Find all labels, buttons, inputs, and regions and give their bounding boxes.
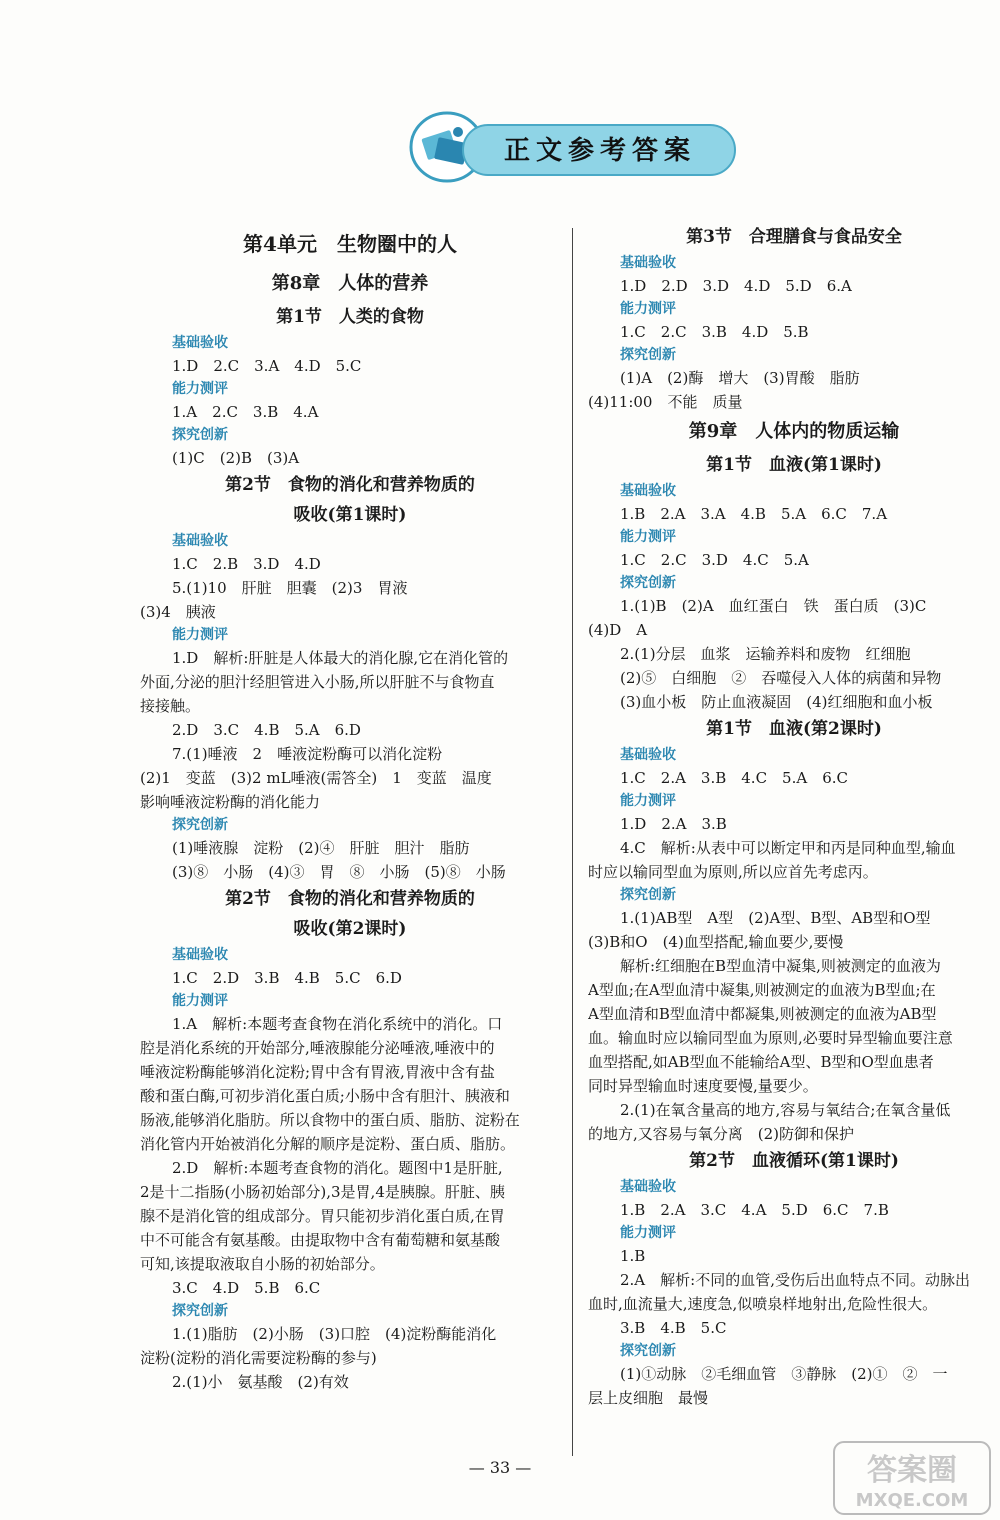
answer-line: (3)⑧ 小肠 (4)③ 胃 ⑧ 小肠 (5)⑧ 小肠 xyxy=(172,863,506,881)
answer-line: 血。输血时应以输同型血为原则,必要时异型输血要注意 xyxy=(588,1029,953,1047)
section-heading: 第1节 血液(第2课时) xyxy=(706,719,882,739)
answer-line: (3)4 胰液 xyxy=(140,603,216,621)
subsection-label: 能力测评 xyxy=(620,793,676,809)
answer-line: 2.D 3.C 4.B 5.A 6.D xyxy=(172,721,361,739)
subsection-label: 能力测评 xyxy=(172,381,228,397)
right-column xyxy=(588,222,1000,1410)
answer-line: (1)①动脉 ②毛细血管 ③静脉 (2)① ② 一 xyxy=(620,1365,948,1383)
answer-line: 1.A 2.C 3.B 4.A xyxy=(172,403,319,421)
answer-line: 2.A 解析:不同的血管,受伤后出血特点不同。动脉出 xyxy=(620,1271,970,1289)
chapter-heading: 第9章 人体内的物质运输 xyxy=(688,421,900,442)
section-heading: 第3节 合理膳食与食品安全 xyxy=(686,227,902,247)
answer-line: 1.(1)脂肪 (2)小肠 (3)口腔 (4)淀粉酶能消化 xyxy=(172,1325,497,1343)
subsection-label: 基础验收 xyxy=(172,947,228,963)
section-heading: 吸收(第2课时) xyxy=(293,919,407,939)
answer-line: 1.B xyxy=(620,1247,646,1265)
answer-line: 2.(1)分层 血浆 运输养料和废物 红细胞 xyxy=(620,645,911,663)
answer-line: 7.(1)唾液 2 唾液淀粉酶可以消化淀粉 xyxy=(172,745,443,763)
section-heading: 第1节 血液(第1课时) xyxy=(706,455,882,475)
answer-line: 外面,分泌的胆汁经胆管进入小肠,所以肝脏不与食物直 xyxy=(140,673,495,691)
watermark-top: 答案圈 xyxy=(867,1453,957,1488)
subsection-label: 基础验收 xyxy=(620,483,676,499)
answer-line: 可知,该提取液取自小肠的初始部分。 xyxy=(140,1255,385,1273)
answer-line: 1.D 2.A 3.B xyxy=(620,815,727,833)
answer-line: 1.(1)AB型 A型 (2)A型、B型、AB型和O型 xyxy=(620,909,931,927)
answer-line: 1.C 2.A 3.B 4.C 5.A 6.C xyxy=(620,769,848,787)
answer-line: 的地方,又容易与氧分离 (2)防御和保护 xyxy=(588,1125,855,1143)
answer-line: (1)唾液腺 淀粉 (2)④ 肝脏 胆汁 脂肪 xyxy=(172,839,470,857)
answer-line: A型血清和B型血清中都凝集,则被测定的血液为AB型 xyxy=(588,1005,937,1023)
section-heading: 第2节 食物的消化和营养物质的 xyxy=(225,475,475,495)
answer-line: (4)D A xyxy=(588,621,648,639)
answer-line: 5.(1)10 肝脏 胆囊 (2)3 胃液 xyxy=(172,579,408,597)
answer-line: (3)血小板 防止血液凝固 (4)红细胞和血小板 xyxy=(620,693,933,711)
answer-line: (1)C (2)B (3)A xyxy=(172,449,300,467)
answer-line: A型血;在A型血清中凝集,则被测定的血液为B型血;在 xyxy=(588,981,936,999)
answer-line: 接接触。 xyxy=(140,697,201,715)
subsection-label: 探究创新 xyxy=(172,817,228,833)
answer-line: 3.B 4.B 5.C xyxy=(620,1319,727,1337)
answer-line: 1.D 2.D 3.D 4.D 5.D 6.A xyxy=(620,277,852,295)
answer-line: 影响唾液淀粉酶的消化能力 xyxy=(140,793,321,811)
watermark-logo xyxy=(832,1440,992,1516)
answer-line: 腺不是消化管的组成部分。胃只能初步消化蛋白质,在胃 xyxy=(140,1207,505,1225)
subsection-label: 基础验收 xyxy=(172,335,228,351)
answer-line: (3)B和O (4)血型搭配,输血要少,要慢 xyxy=(588,933,844,951)
subsection-label: 基础验收 xyxy=(620,255,676,271)
answer-line: 中不可能含有氨基酸。由提取物中含有葡萄糖和氨基酸 xyxy=(140,1231,501,1249)
subsection-label: 探究创新 xyxy=(620,347,676,363)
unit-heading: 第4单元 生物圈中的人 xyxy=(243,232,457,256)
answer-line: 2.(1)在氧含量高的地方,容易与氧结合;在氧含量低 xyxy=(620,1101,951,1119)
answer-line: 1.(1)B (2)A 血红蛋白 铁 蛋白质 (3)C xyxy=(620,597,927,615)
answer-line: 1.A 解析:本题考查食物在消化系统中的消化。口 xyxy=(172,1015,503,1033)
answer-line: 酸和蛋白酶,可初步消化蛋白质;小肠中含有胆汁、胰液和 xyxy=(140,1087,510,1105)
answer-line: (2)1 变蓝 (3)2 mL唾液(需答全) 1 变蓝 温度 xyxy=(140,769,492,787)
subsection-label: 探究创新 xyxy=(620,575,676,591)
answer-line: 2.(1)小 氨基酸 (2)有效 xyxy=(172,1373,349,1391)
subsection-label: 能力测评 xyxy=(620,1225,676,1241)
answer-line: 同时异型输血时速度要慢,量要少。 xyxy=(588,1077,818,1095)
page-number: — 33 — xyxy=(468,1458,532,1477)
chapter-heading: 第8章 人体的营养 xyxy=(271,273,429,294)
answer-line: 1.D 2.C 3.A 4.D 5.C xyxy=(172,357,362,375)
section-heading: 第1节 人类的食物 xyxy=(276,307,424,327)
answer-line: 4.C 解析:从表中可以断定甲和丙是同种血型,输血 xyxy=(620,839,956,857)
answer-line: 1.C 2.D 3.B 4.B 5.C 6.D xyxy=(172,969,402,987)
subsection-label: 能力测评 xyxy=(172,993,228,1009)
subsection-label: 探究创新 xyxy=(620,1343,676,1359)
page-title: 正文参考答案 xyxy=(504,136,697,166)
answer-line: 时应以输同型血为原则,所以应首先考虑丙。 xyxy=(588,863,878,881)
answer-line: 1.C 2.C 3.B 4.D 5.B xyxy=(620,323,809,341)
answer-line: 1.C 2.B 3.D 4.D xyxy=(172,555,321,573)
answer-line: 解析:红细胞在B型血清中凝集,则被测定的血液为 xyxy=(620,957,941,975)
subsection-label: 基础验收 xyxy=(620,1179,676,1195)
subsection-label: 基础验收 xyxy=(172,533,228,549)
answer-line: 层上皮细胞 最慢 xyxy=(588,1389,709,1407)
answer-line: (2)⑤ 白细胞 ② 吞噬侵入人体的病菌和异物 xyxy=(620,669,942,687)
answer-line: 3.C 4.D 5.B 6.C xyxy=(172,1279,321,1297)
answer-line: 1.B 2.A 3.A 4.B 5.A 6.C 7.A xyxy=(620,505,888,523)
left-column xyxy=(140,222,560,1394)
answer-line: 2是十二指肠(小肠初始部分),3是胃,4是胰腺。肝脏、胰 xyxy=(140,1183,505,1201)
subsection-label: 能力测评 xyxy=(620,529,676,545)
section-heading: 吸收(第1课时) xyxy=(293,505,407,525)
answer-line: (1)A (2)酶 增大 (3)胃酸 脂肪 xyxy=(620,369,860,387)
answer-line: (4)11:00 不能 质量 xyxy=(588,393,743,411)
section-heading: 第2节 血液循环(第1课时) xyxy=(689,1151,899,1171)
subsection-label: 基础验收 xyxy=(620,747,676,763)
subsection-label: 能力测评 xyxy=(172,627,228,643)
answer-line: 1.B 2.A 3.C 4.A 5.D 6.C 7.B xyxy=(620,1201,889,1219)
answer-line: 肠液,能够消化脂肪。所以食物中的蛋白质、脂肪、淀粉在 xyxy=(140,1111,520,1129)
watermark-bottom: MXQE.COM xyxy=(855,1490,969,1511)
answer-line: 血型搭配,如AB型血不能输给A型、B型和O型血患者 xyxy=(588,1053,934,1071)
subsection-label: 能力测评 xyxy=(620,301,676,317)
subsection-label: 探究创新 xyxy=(172,1303,228,1319)
subsection-label: 探究创新 xyxy=(620,887,676,903)
section-banner xyxy=(408,108,738,186)
answer-line: 血时,血流量大,速度急,似喷泉样地射出,危险性很大。 xyxy=(588,1295,938,1313)
answer-line: 淀粉(淀粉的消化需要淀粉酶的参与) xyxy=(140,1349,377,1367)
answer-line: 1.C 2.C 3.D 4.C 5.A xyxy=(620,551,809,569)
answer-line: 唾液淀粉酶能够消化淀粉;胃中含有胃液,胃液中含有盐 xyxy=(140,1063,495,1081)
subsection-label: 探究创新 xyxy=(172,427,228,443)
section-heading: 第2节 食物的消化和营养物质的 xyxy=(225,889,475,909)
answer-line: 1.D 解析:肝脏是人体最大的消化腺,它在消化管的 xyxy=(172,649,509,667)
answer-line: 腔是消化系统的开始部分,唾液腺能分泌唾液,唾液中的 xyxy=(140,1039,495,1057)
answer-line: 消化管内开始被消化分解的顺序是淀粉、蛋白质、脂肪。 xyxy=(140,1135,516,1153)
column-divider xyxy=(572,228,573,1456)
answer-line: 2.D 解析:本题考查食物的消化。题图中1是肝脏, xyxy=(172,1159,503,1177)
